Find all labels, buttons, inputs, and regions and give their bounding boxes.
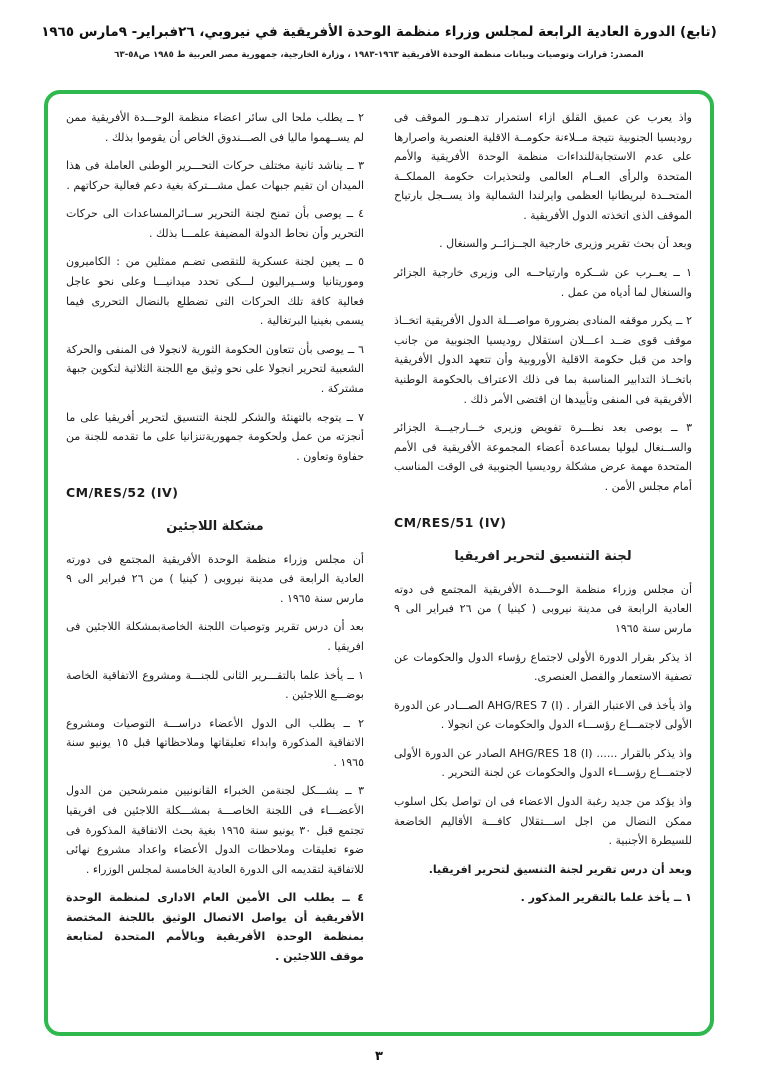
paragraph: ٧ ــ يتوجه بالتهنئة والشكر للجنة التنسيق لتحرير أفريقيا على ما أنجزته من عمل ولحكومة جمهوريةتنزانيا على ما تقدمه للجنة من حفاوة وتعاون . <box>66 410 364 463</box>
paragraph: ٤ ــ يوصى بأن تمنح لجنة التحرير ســائرالمساعدات الى حركات التحرير وأن نحاط الدولة المضيفة علمـــا بذلك . <box>66 207 364 240</box>
paragraph: واذ يعرب عن عميق القلق ازاء استمرار تدهــور الموقف فى روديسيا الجنوبية نتيجة مــلاءنة حكومــة الاقلية العنصرية واصرارها على عدم الاستجابةللنداءات منظمة الوحدة الأفريقية والأمم المتحدة والرأى العــام العالمى ولتحذيرات حكومة المملكــة المتحــدة لبريطانيا العظمى وايرلندا الشمالية واذ يســجل بارتياح الموقف الذى اتخذته الدول الأفريقية . <box>394 111 692 222</box>
document-title: (تابع) الدورة العادية الرابعة لمجلس وزراء منظمة الوحدة الأفريقية في نيروبي، ٢٦فبراير- ٩مارس ١٩٦٥ <box>41 24 717 40</box>
two-column-text <box>66 108 692 1022</box>
resolution-code: CM/RES/52 (IV) <box>66 485 179 501</box>
paragraph: ٢ ــ يطلب الى الدول الأعضاء دراســـة التوصيات ومشروع الاتفاقية المذكورة وابداء تعليقاتها وملاحظاتها قبل ١٥ يونيو سنة ١٩٦٥ . <box>66 716 365 769</box>
paragraph: ٤ ــ يطلب الى الأمين العام الادارى لمنظمة الوحدة الأفريقية أن يواصل الاتصال الوثيق باللجنة المختصة بمنظمة الوحدة الأفريقية وبالأمم المتحدة لمتابعة موقف اللاجئين . <box>66 891 364 964</box>
column-right <box>394 108 692 1022</box>
paragraph: أن مجلس وزراء منظمة الوحدة الأفريقية المجتمع فى دورته العادية الرابعة فى مدينة نيروبى ( كينيا ) من ٢٦ فبراير الى ٩ مارس سنة ١٩٦٥ . <box>66 552 364 605</box>
paragraph: ٥ ــ يعين لجنة عسكرية للتقصى تضـم ممثلين من : الكاميرون وموريتانيا وســيراليون لـــكى تحدد ميدانيـــا وعلى نحو عاجل فعالية كافة تلك الحركات التى تضطلع بالنضال التحررى فيما يسمى بغينيا البرتغالية . <box>66 255 364 328</box>
paragraph: ٦ ــ يوصى بأن تتعاون الحكومة الثورية لانجولا فى المنفى والحركة الشعبية لتحرير انجولا على نحو وثيق مع اللجنة الثلاثية لتكوين جبهة مشتركة . <box>66 342 364 395</box>
content-border-box <box>44 90 714 1036</box>
paragraph: ٣ ــ يوصى بعد نظـــرة تفويض وزيرى خـــارجيـــة الجزائر والســنغال ليوليا بمساعدة أعضاء المجموعة الأفريقية فى الأمم المتحدة مهمة عرض مشكلة روديسيا الجنوبية فى الوقت المناسب أمام مجلس الأمن . <box>394 421 692 493</box>
section-heading: لجنة التنسيق لتحرير افريقيا <box>454 548 632 564</box>
paragraph: ١ ــ يعــرب عن شــكره وارتياحــه الى وزيرى خارجية الجزائر والسنغال لما أدياه من عمل . <box>394 266 692 299</box>
paragraph: وبعد أن درس تقرير لجنة التنسيق لتحرير افريقيا. <box>428 862 692 876</box>
paragraph: اذ يذكر بقرار الدورة الأولى لاجتماع رؤساء الدول والحكومات عن تصفية الاستعمار والفصل العنصرى. <box>394 650 692 684</box>
paragraph: ١ ــ يأخذ علما بالتقـــرير الثانى للجنـــة ومشروع الاتفاقية الخاصة بوضـــع اللاجئين . <box>66 668 364 702</box>
column-left <box>66 108 364 1022</box>
paragraph: واذ يؤكد من جديد رغبة الدول الاعضاء فى ان تواصل بكل اسلوب ممكن النضال من اجل اســـتقلال كافـــة الأقاليم الخاضعة للسيطرة الأجنبية . <box>394 794 692 848</box>
paragraph: وبعد أن بحث تقرير وزيرى خارجية الجــزائــر والسنغال . <box>439 237 692 251</box>
paragraph: ١ ــ يأخذ علما بالتقرير المذكور . <box>520 891 692 905</box>
paragraph: واذ يذكر بالقرار ...... AHG/RES 18 (I) الصادر عن الدورة الأولى لاجتمـــاع رؤســـاء الدول والحكومات عن لجنة التحرير . <box>394 746 693 780</box>
paragraph: بعد أن درس تقرير وتوصيات اللجنة الخاصةبمشكلة اللاجئين فى افريقيا . <box>66 620 364 653</box>
paragraph: ٢ ــ يكرر موقفه المنادى بضرورة مواصـــلة الدول الأفريقية اتخــاذ موقف قوى ضــد اعـــلان استقلال روديسيا الجنوبية من جانب واحد من قبل حكومة الاقلية الأوروبية وأن تتعهد الدول الأفريقية باتخــاذ التدابير المناسبة بما فى ذلك الاعتراف بالحكومة الوطنية الأفريقية فى المنفى وتأييدها ان اقتضى الأمر ذلك . <box>394 314 692 406</box>
resolution-code: CM/RES/51 (IV) <box>394 515 507 531</box>
section-heading: مشكلة اللاجئين <box>166 518 264 534</box>
paragraph: أن مجلس وزراء منظمة الوحـــدة الأفريقية المجتمع فى دوته العادية الرابعة فى مدينة نيروبى ( كينيا ) من ٢٦ فبراير الى ٩ مارس سنة ١٩٦٥ <box>394 582 692 635</box>
source-citation: المصدر: قرارات وتوصيات وبيانات منظمة الوحدة الأفريقية ١٩٦٣-١٩٨٣ ، وزارة الخارجية، جمهورية مصر العربية ط ١٩٨٥ ص٥٨-٦٣ <box>114 50 644 60</box>
paragraph: ٣ ــ يشـــكل لجنةمن الخبراء القانونيين منمرشحين من الدول الأعضـــاء فى اللجنة الخاصـــة بمشـــكلة اللاجئين فى افريقيا تجتمع قبل ٣٠ يونيو سنة ١٩٦٥ بغية بحث الاتفاقية المذكورة فى ضوء تعليقات وملاحظات الدول الأعضاء واعداد مشروع نهائى للاتفاقية لتقديمه الى الدورة العادية الخامسة لمجلس الوزراء . <box>66 784 364 876</box>
page-number: ٣ <box>375 1049 383 1064</box>
paragraph: ٢ ــ يطلب ملحا الى سائر اعضاء منظمة الوحـــدة الأفريقية ممن لم يســهموا ماليا فى الصـــندوق الخاص أن يقوموا بذلك . <box>66 111 364 144</box>
paragraph: ٣ ــ يناشد ثانية مختلف حركات التحـــرير الوطنى العاملة فى هذا الميدان ان تقيم جبهات عمل مشـــتركة بغية دعم فعالية حركاتهم . <box>66 159 364 192</box>
paragraph: واذ يأخذ فى الاعتبار القرار . AHG/RES 7 (I) الصـــادر عن الدورة الأولى لاجتمـــاع رؤســـاء الدول والحكومات عن انجولا . <box>394 698 692 732</box>
